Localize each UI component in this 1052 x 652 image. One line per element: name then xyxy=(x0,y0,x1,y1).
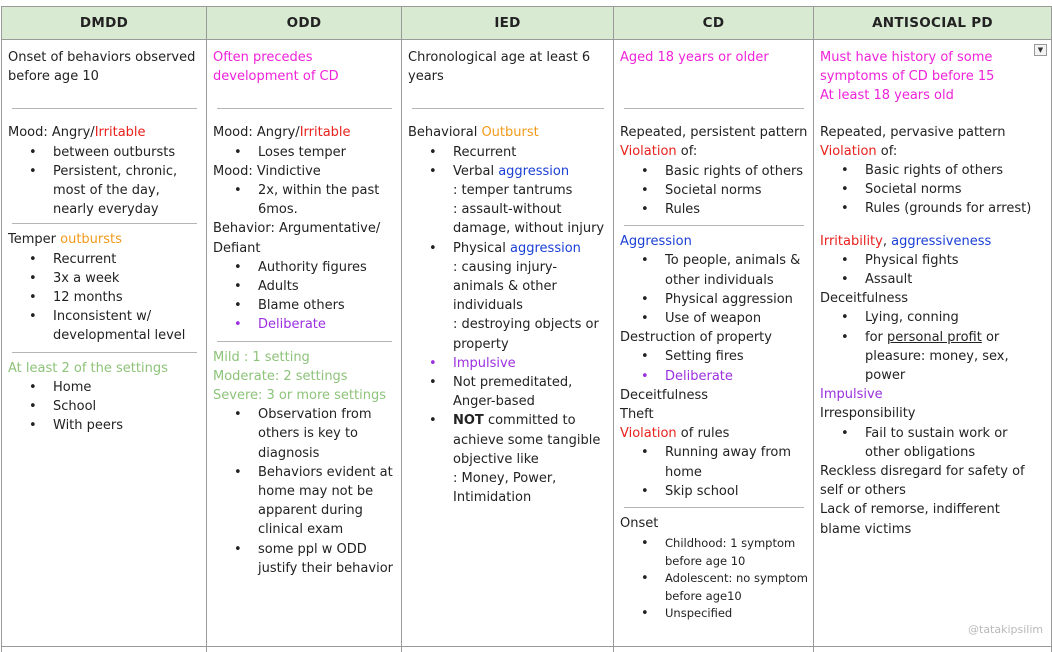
ied-verbal-note: : assault-without damage, without injury xyxy=(408,200,608,238)
header-cd[interactable]: CD xyxy=(614,7,814,40)
odd-notes-list xyxy=(213,405,396,578)
cell-cd[interactable] xyxy=(614,40,814,652)
list-item: • Home xyxy=(53,378,201,397)
watermark: @tatakipsilim xyxy=(968,623,1043,636)
list-item: • Running away from home xyxy=(665,443,808,481)
header-antisocial-pd[interactable]: ANTISOCIAL PD xyxy=(814,7,1052,40)
divider xyxy=(217,341,392,342)
aspd-history: Must have history of some symptoms of CD before 15 xyxy=(820,48,1046,86)
cell-ied[interactable] xyxy=(402,40,614,652)
list-item: • Adolescent: no symptom before age10 xyxy=(665,570,808,605)
divider xyxy=(1,646,1051,647)
aspd-repeated: Repeated, pervasive pattern xyxy=(820,123,1046,142)
header-row xyxy=(2,7,1052,40)
comparison-table xyxy=(1,6,1052,652)
content-row xyxy=(2,40,1052,652)
header-odd[interactable]: ODD xyxy=(207,7,402,40)
list-item: • 12 months xyxy=(53,288,201,307)
list-item: • some ppl w ODD justify their behavior xyxy=(258,540,396,578)
list-item: • Societal norms xyxy=(865,180,1046,199)
aspd-irritability: Irritability, aggressiveness xyxy=(820,232,1046,251)
ied-list xyxy=(408,239,608,258)
divider xyxy=(412,108,604,109)
list-item: • Setting fires xyxy=(665,347,808,366)
dmdd-mood-list xyxy=(8,143,201,220)
list-item: • Lying, conning xyxy=(865,308,1046,327)
list-item: • between outbursts xyxy=(53,143,201,162)
divider xyxy=(12,223,197,224)
list-item: • Societal norms xyxy=(665,181,808,200)
list-item: • NOT committed to achieve some tangible objective like xyxy=(453,411,608,469)
aspd-irresponsibility: Irresponsibility xyxy=(820,404,1046,423)
divider xyxy=(12,108,197,109)
dmdd-onset: Onset of behaviors observed before age 10 xyxy=(8,48,201,86)
odd-precedes: Often precedes development of CD xyxy=(213,48,396,86)
ied-objective-note: : Money, Power, Intimidation xyxy=(408,469,608,507)
aspd-irresp-list xyxy=(820,424,1046,462)
list-item: • Authority figures xyxy=(258,258,396,277)
ied-age: Chronological age at least 6 years xyxy=(408,48,608,86)
list-item: • Recurrent xyxy=(453,143,608,162)
list-item: • School xyxy=(53,397,201,416)
list-item: • Unspecified xyxy=(665,605,808,623)
odd-vindictive: Mood: Vindictive xyxy=(213,162,396,181)
ied-physical-note: : causing injury- animals & other individuals xyxy=(408,258,608,316)
list-item: • Not premeditated, Anger-based xyxy=(453,373,608,411)
cd-age: Aged 18 years or older xyxy=(620,48,808,67)
cell-odd[interactable] xyxy=(207,40,402,652)
odd-severe: Severe: 3 or more settings xyxy=(213,386,396,405)
aspd-impulsive: Impulsive xyxy=(820,385,1046,404)
dmdd-settings-list xyxy=(8,378,201,436)
list-item: • Impulsive xyxy=(453,354,608,373)
ied-behavioral: Behavioral Outburst xyxy=(408,123,608,142)
ied-list xyxy=(408,354,608,469)
cd-repeated: Repeated, persistent pattern xyxy=(620,123,808,142)
ied-physical-note: : destroying objects or property xyxy=(408,315,608,353)
cd-deceitfulness: Deceitfulness xyxy=(620,386,808,405)
cd-destruction: Destruction of property xyxy=(620,328,808,347)
list-item: • Blame others xyxy=(258,296,396,315)
list-item: • Adults xyxy=(258,277,396,296)
list-item: • Loses temper xyxy=(258,143,396,162)
odd-behavior-list xyxy=(213,258,396,335)
cd-rules-list xyxy=(620,443,808,501)
cd-onset: Onset xyxy=(620,514,808,533)
dmdd-settings-label: At least 2 of the settings xyxy=(8,359,201,378)
dmdd-temper: Temper outbursts xyxy=(8,230,201,249)
header-dmdd[interactable]: DMDD xyxy=(2,7,207,40)
list-item: • Deliberate xyxy=(258,315,396,334)
aspd-age: At least 18 years old xyxy=(820,86,1046,105)
odd-moderate: Moderate: 2 settings xyxy=(213,367,396,386)
cd-violation-rules: Violation of rules xyxy=(620,424,808,443)
cd-violation: Violation of: xyxy=(620,142,808,161)
ied-list xyxy=(408,143,608,181)
list-item: • 2x, within the past 6mos. xyxy=(258,181,396,219)
list-item: • Physical aggression xyxy=(665,290,808,309)
odd-mild: Mild : 1 setting xyxy=(213,348,396,367)
aspd-aggr-list xyxy=(820,251,1046,289)
list-item: • Use of weapon xyxy=(665,309,808,328)
divider xyxy=(624,225,804,226)
chevron-down-icon[interactable]: ▼ xyxy=(1034,44,1047,56)
aspd-deceitfulness: Deceitfulness xyxy=(820,289,1046,308)
header-ied[interactable]: IED xyxy=(402,7,614,40)
odd-mood-list xyxy=(213,143,396,162)
aspd-deceit-list xyxy=(820,308,1046,385)
cell-dmdd[interactable] xyxy=(2,40,207,652)
odd-vindictive-list xyxy=(213,181,396,219)
aspd-remorse: Lack of remorse, indifferent blame victims xyxy=(820,500,1046,538)
cd-theft: Theft xyxy=(620,405,808,424)
list-item: • Assault xyxy=(865,270,1046,289)
list-item: • To people, animals & other individuals xyxy=(665,251,808,289)
list-item: • Basic rights of others xyxy=(865,161,1046,180)
cd-onset-list xyxy=(620,535,808,623)
odd-mood: Mood: Angry/Irritable xyxy=(213,123,396,142)
divider xyxy=(12,352,197,353)
cell-antisocial-pd[interactable] xyxy=(814,40,1052,652)
cd-destruction-list xyxy=(620,347,808,385)
divider xyxy=(624,507,804,508)
dmdd-temper-list xyxy=(8,250,201,346)
list-item: • Skip school xyxy=(665,482,808,501)
cd-violation-list xyxy=(620,162,808,220)
list-item: • 3x a week xyxy=(53,269,201,288)
divider xyxy=(217,108,392,109)
list-item: • Recurrent xyxy=(53,250,201,269)
list-item: • With peers xyxy=(53,416,201,435)
odd-behavior: Behavior: Argumentative/ Defiant xyxy=(213,219,396,257)
divider xyxy=(624,108,804,109)
list-item: • Observation from others is key to diagnosis xyxy=(258,405,396,463)
dmdd-mood: Mood: Angry/Irritable xyxy=(8,123,201,142)
list-item: • Rules xyxy=(665,200,808,219)
list-item: • Verbal aggression xyxy=(453,162,608,181)
list-item: • Deliberate xyxy=(665,367,808,386)
list-item: • Basic rights of others xyxy=(665,162,808,181)
list-item: • for personal profit or pleasure: money, sex, power xyxy=(865,328,1046,386)
aspd-violation: Violation of: xyxy=(820,142,1046,161)
cd-aggression-list xyxy=(620,251,808,328)
list-item: • Childhood: 1 symptom before age 10 xyxy=(665,535,808,570)
list-item: • Rules (grounds for arrest) xyxy=(865,199,1046,218)
aspd-reckless: Reckless disregard for safety of self or others xyxy=(820,462,1046,500)
list-item: • Physical aggression xyxy=(453,239,608,258)
list-item: • Fail to sustain work or other obligations xyxy=(865,424,1046,462)
list-item: • Persistent, chronic, most of the day, nearly everyday xyxy=(53,162,201,220)
list-item: • Inconsistent w/ developmental level xyxy=(53,307,201,345)
ied-verbal-note: : temper tantrums xyxy=(408,181,608,200)
aspd-violation-list xyxy=(820,161,1046,219)
list-item: • Behaviors evident at home may not be apparent during clinical exam xyxy=(258,463,396,540)
cd-aggression: Aggression xyxy=(620,232,808,251)
list-item: • Physical fights xyxy=(865,251,1046,270)
